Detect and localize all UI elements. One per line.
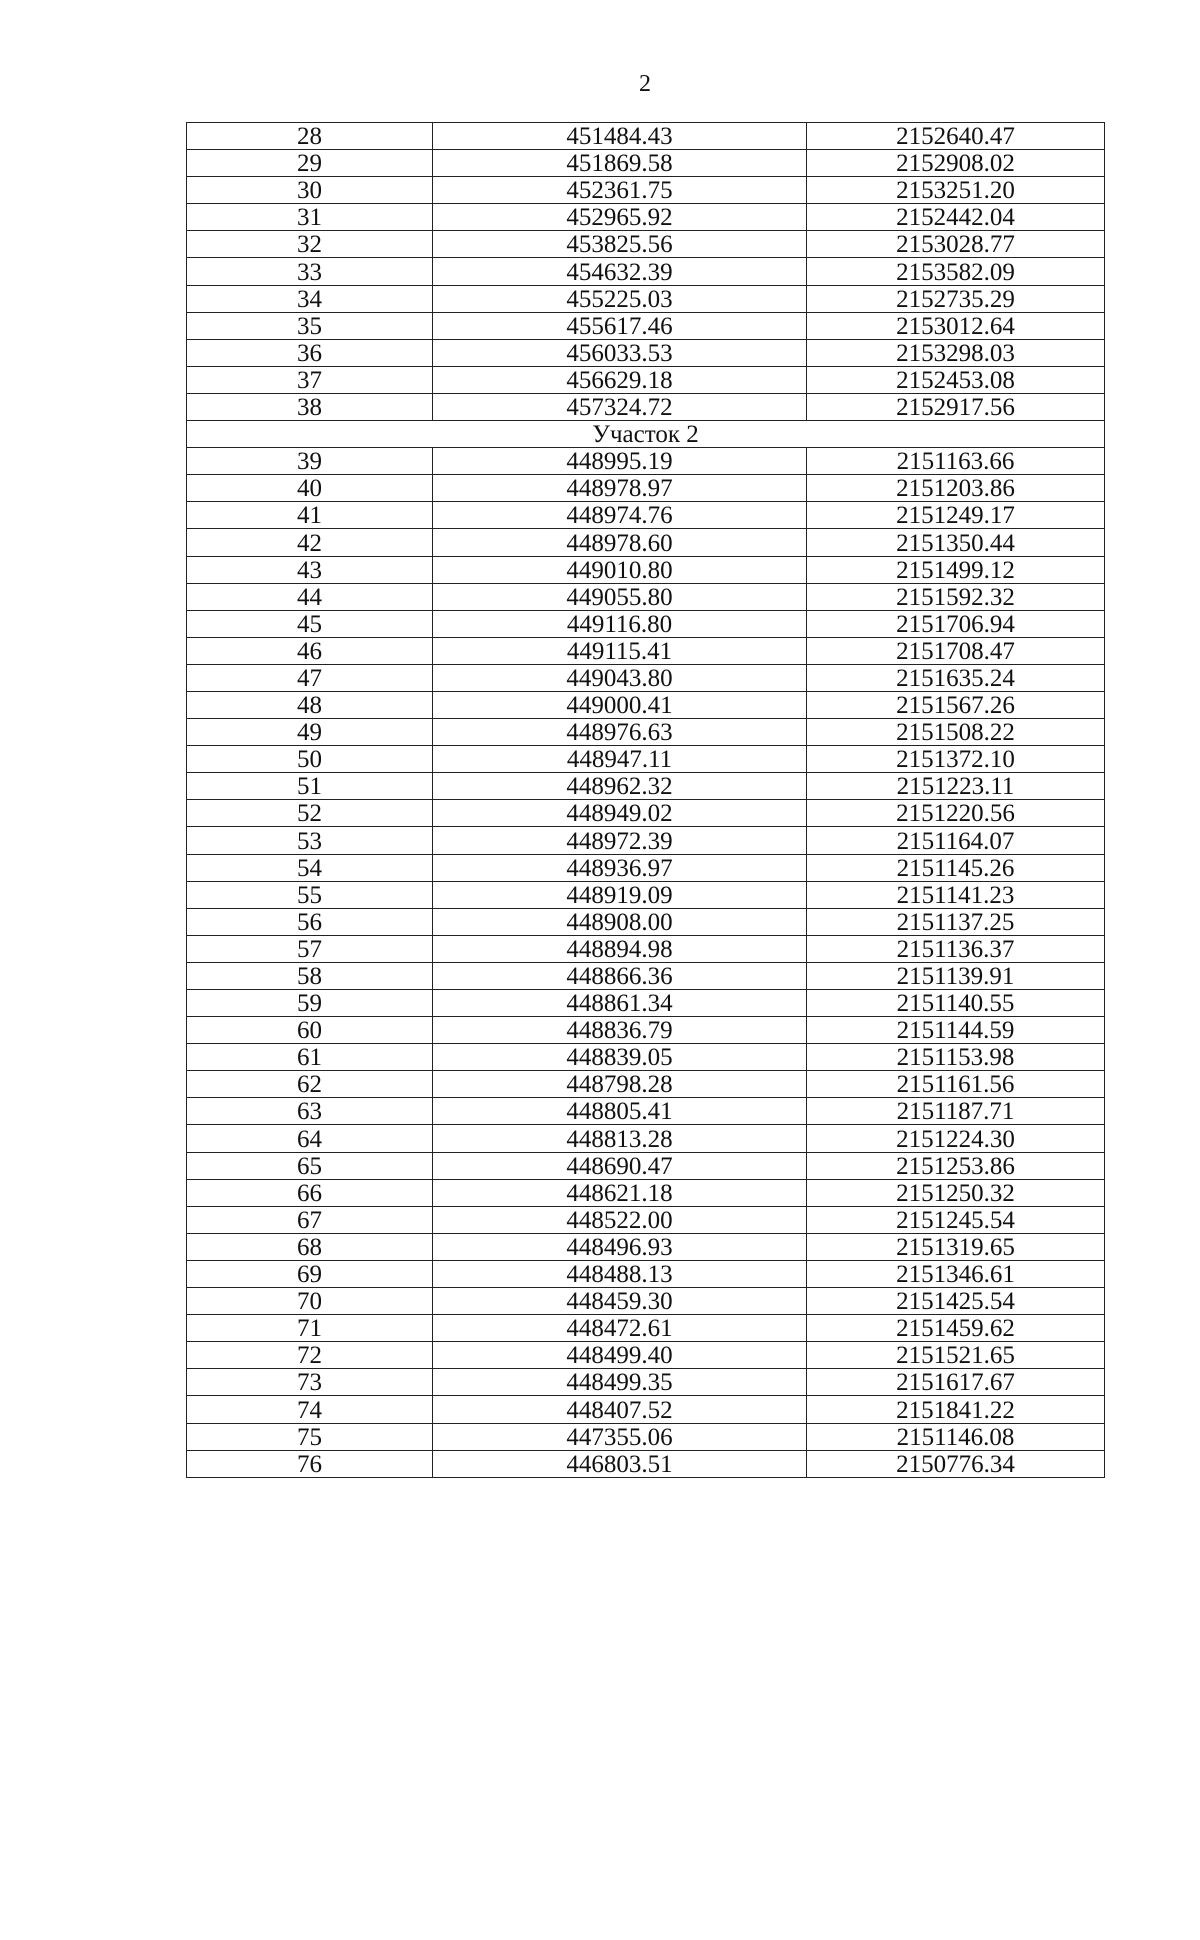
coordinates-table-section	[187, 421, 1105, 448]
x-coordinate-cell: 448499.35	[433, 1369, 807, 1396]
coordinates-table	[186, 122, 1105, 1478]
y-coordinate-cell: 2151425.54	[807, 1288, 1105, 1315]
point-number-cell: 52	[187, 800, 433, 827]
point-number-cell: 69	[187, 1260, 433, 1287]
point-number-cell: 66	[187, 1179, 433, 1206]
point-number-cell: 46	[187, 637, 433, 664]
y-coordinate-cell: 2151161.56	[807, 1071, 1105, 1098]
y-coordinate-cell: 2152640.47	[807, 123, 1105, 150]
point-number-cell: 70	[187, 1288, 433, 1315]
table-row	[187, 556, 1105, 583]
table-row	[187, 800, 1105, 827]
point-number-cell: 62	[187, 1071, 433, 1098]
x-coordinate-cell: 448947.11	[433, 746, 807, 773]
table-row	[187, 1450, 1105, 1477]
y-coordinate-cell: 2151635.24	[807, 664, 1105, 691]
table-row	[187, 1098, 1105, 1125]
x-coordinate-cell: 449043.80	[433, 664, 807, 691]
x-coordinate-cell: 448978.97	[433, 475, 807, 502]
x-coordinate-cell: 448962.32	[433, 773, 807, 800]
point-number-cell: 45	[187, 610, 433, 637]
point-number-cell: 51	[187, 773, 433, 800]
table-row	[187, 502, 1105, 529]
x-coordinate-cell: 448936.97	[433, 854, 807, 881]
x-coordinate-cell: 448861.34	[433, 990, 807, 1017]
table-row	[187, 1152, 1105, 1179]
table-row	[187, 610, 1105, 637]
table-row	[187, 1044, 1105, 1071]
y-coordinate-cell: 2152735.29	[807, 285, 1105, 312]
point-number-cell: 47	[187, 664, 433, 691]
x-coordinate-cell: 455617.46	[433, 312, 807, 339]
x-coordinate-cell: 451484.43	[433, 123, 807, 150]
x-coordinate-cell: 448919.09	[433, 881, 807, 908]
point-number-cell: 44	[187, 583, 433, 610]
y-coordinate-cell: 2152917.56	[807, 393, 1105, 420]
table-row	[187, 854, 1105, 881]
x-coordinate-cell: 449116.80	[433, 610, 807, 637]
y-coordinate-cell: 2152442.04	[807, 204, 1105, 231]
y-coordinate-cell: 2151141.23	[807, 881, 1105, 908]
x-coordinate-cell: 448621.18	[433, 1179, 807, 1206]
point-number-cell: 73	[187, 1369, 433, 1396]
point-number-cell: 36	[187, 339, 433, 366]
table-row	[187, 1071, 1105, 1098]
x-coordinate-cell: 449115.41	[433, 637, 807, 664]
y-coordinate-cell: 2151145.26	[807, 854, 1105, 881]
y-coordinate-cell: 2153251.20	[807, 177, 1105, 204]
point-number-cell: 28	[187, 123, 433, 150]
table-row	[187, 637, 1105, 664]
x-coordinate-cell: 448798.28	[433, 1071, 807, 1098]
x-coordinate-cell: 456033.53	[433, 339, 807, 366]
point-number-cell: 64	[187, 1125, 433, 1152]
table-row	[187, 719, 1105, 746]
y-coordinate-cell: 2153012.64	[807, 312, 1105, 339]
point-number-cell: 61	[187, 1044, 433, 1071]
table-row	[187, 231, 1105, 258]
point-number-cell: 50	[187, 746, 433, 773]
point-number-cell: 34	[187, 285, 433, 312]
table-row	[187, 1233, 1105, 1260]
x-coordinate-cell: 448995.19	[433, 448, 807, 475]
x-coordinate-cell: 455225.03	[433, 285, 807, 312]
y-coordinate-cell: 2151187.71	[807, 1098, 1105, 1125]
point-number-cell: 53	[187, 827, 433, 854]
y-coordinate-cell: 2151708.47	[807, 637, 1105, 664]
y-coordinate-cell: 2151617.67	[807, 1369, 1105, 1396]
y-coordinate-cell: 2151499.12	[807, 556, 1105, 583]
point-number-cell: 49	[187, 719, 433, 746]
table-row	[187, 285, 1105, 312]
x-coordinate-cell: 452965.92	[433, 204, 807, 231]
point-number-cell: 55	[187, 881, 433, 908]
point-number-cell: 59	[187, 990, 433, 1017]
y-coordinate-cell: 2151372.10	[807, 746, 1105, 773]
y-coordinate-cell: 2151164.07	[807, 827, 1105, 854]
x-coordinate-cell: 457324.72	[433, 393, 807, 420]
y-coordinate-cell: 2151139.91	[807, 962, 1105, 989]
point-number-cell: 68	[187, 1233, 433, 1260]
table-row	[187, 827, 1105, 854]
table-row	[187, 258, 1105, 285]
point-number-cell: 48	[187, 691, 433, 718]
table-row	[187, 366, 1105, 393]
y-coordinate-cell: 2151136.37	[807, 935, 1105, 962]
point-number-cell: 67	[187, 1206, 433, 1233]
y-coordinate-cell: 2151220.56	[807, 800, 1105, 827]
x-coordinate-cell: 448496.93	[433, 1233, 807, 1260]
x-coordinate-cell: 448978.60	[433, 529, 807, 556]
point-number-cell: 33	[187, 258, 433, 285]
table-row	[187, 881, 1105, 908]
y-coordinate-cell: 2151245.54	[807, 1206, 1105, 1233]
y-coordinate-cell: 2153582.09	[807, 258, 1105, 285]
y-coordinate-cell: 2151253.86	[807, 1152, 1105, 1179]
table-row	[187, 962, 1105, 989]
table-row	[187, 448, 1105, 475]
x-coordinate-cell: 449010.80	[433, 556, 807, 583]
y-coordinate-cell: 2152453.08	[807, 366, 1105, 393]
y-coordinate-cell: 2151203.86	[807, 475, 1105, 502]
y-coordinate-cell: 2151346.61	[807, 1260, 1105, 1287]
y-coordinate-cell: 2151250.32	[807, 1179, 1105, 1206]
y-coordinate-cell: 2151144.59	[807, 1017, 1105, 1044]
x-coordinate-cell: 448499.40	[433, 1342, 807, 1369]
x-coordinate-cell: 448690.47	[433, 1152, 807, 1179]
y-coordinate-cell: 2151153.98	[807, 1044, 1105, 1071]
y-coordinate-cell: 2151223.11	[807, 773, 1105, 800]
point-number-cell: 30	[187, 177, 433, 204]
table-row	[187, 312, 1105, 339]
x-coordinate-cell: 451869.58	[433, 150, 807, 177]
table-row	[187, 1342, 1105, 1369]
point-number-cell: 63	[187, 1098, 433, 1125]
x-coordinate-cell: 446803.51	[433, 1450, 807, 1477]
point-number-cell: 43	[187, 556, 433, 583]
y-coordinate-cell: 2151521.65	[807, 1342, 1105, 1369]
x-coordinate-cell: 448866.36	[433, 962, 807, 989]
x-coordinate-cell: 448976.63	[433, 719, 807, 746]
x-coordinate-cell: 448908.00	[433, 908, 807, 935]
point-number-cell: 56	[187, 908, 433, 935]
table-row	[187, 1423, 1105, 1450]
y-coordinate-cell: 2151319.65	[807, 1233, 1105, 1260]
x-coordinate-cell: 448949.02	[433, 800, 807, 827]
table-row	[187, 583, 1105, 610]
table-row	[187, 123, 1105, 150]
y-coordinate-cell: 2153298.03	[807, 339, 1105, 366]
table-row	[187, 746, 1105, 773]
table-row	[187, 1179, 1105, 1206]
table-row	[187, 1125, 1105, 1152]
x-coordinate-cell: 448972.39	[433, 827, 807, 854]
y-coordinate-cell: 2151706.94	[807, 610, 1105, 637]
table-row	[187, 393, 1105, 420]
point-number-cell: 75	[187, 1423, 433, 1450]
y-coordinate-cell: 2151841.22	[807, 1396, 1105, 1423]
table-row	[187, 935, 1105, 962]
y-coordinate-cell: 2151249.17	[807, 502, 1105, 529]
x-coordinate-cell: 448894.98	[433, 935, 807, 962]
page-number: 2	[639, 71, 651, 97]
point-number-cell: 29	[187, 150, 433, 177]
table-row	[187, 773, 1105, 800]
point-number-cell: 76	[187, 1450, 433, 1477]
x-coordinate-cell: 447355.06	[433, 1423, 807, 1450]
point-number-cell: 65	[187, 1152, 433, 1179]
table-row	[187, 1315, 1105, 1342]
point-number-cell: 31	[187, 204, 433, 231]
x-coordinate-cell: 449000.41	[433, 691, 807, 718]
table-row	[187, 691, 1105, 718]
point-number-cell: 71	[187, 1315, 433, 1342]
x-coordinate-cell: 448839.05	[433, 1044, 807, 1071]
x-coordinate-cell: 448488.13	[433, 1260, 807, 1287]
y-coordinate-cell: 2151137.25	[807, 908, 1105, 935]
table-row	[187, 529, 1105, 556]
x-coordinate-cell: 448459.30	[433, 1288, 807, 1315]
table-row	[187, 990, 1105, 1017]
y-coordinate-cell: 2151140.55	[807, 990, 1105, 1017]
x-coordinate-cell: 448407.52	[433, 1396, 807, 1423]
point-number-cell: 74	[187, 1396, 433, 1423]
y-coordinate-cell: 2152908.02	[807, 150, 1105, 177]
x-coordinate-cell: 449055.80	[433, 583, 807, 610]
y-coordinate-cell: 2151567.26	[807, 691, 1105, 718]
y-coordinate-cell: 2151224.30	[807, 1125, 1105, 1152]
x-coordinate-cell: 448522.00	[433, 1206, 807, 1233]
point-number-cell: 39	[187, 448, 433, 475]
x-coordinate-cell: 454632.39	[433, 258, 807, 285]
point-number-cell: 72	[187, 1342, 433, 1369]
table-row	[187, 1206, 1105, 1233]
y-coordinate-cell: 2150776.34	[807, 1450, 1105, 1477]
point-number-cell: 57	[187, 935, 433, 962]
point-number-cell: 32	[187, 231, 433, 258]
x-coordinate-cell: 453825.56	[433, 231, 807, 258]
point-number-cell: 41	[187, 502, 433, 529]
point-number-cell: 35	[187, 312, 433, 339]
point-number-cell: 60	[187, 1017, 433, 1044]
point-number-cell: 42	[187, 529, 433, 556]
table-row	[187, 1369, 1105, 1396]
table-row	[187, 177, 1105, 204]
y-coordinate-cell: 2151592.32	[807, 583, 1105, 610]
table-row	[187, 339, 1105, 366]
point-number-cell: 58	[187, 962, 433, 989]
x-coordinate-cell: 448805.41	[433, 1098, 807, 1125]
table-row	[187, 1260, 1105, 1287]
section-title: Участок 2	[187, 421, 1105, 448]
table-row	[187, 908, 1105, 935]
y-coordinate-cell: 2153028.77	[807, 231, 1105, 258]
table-row	[187, 1396, 1105, 1423]
coordinates-table-part2	[187, 448, 1105, 1478]
table-row	[187, 1017, 1105, 1044]
table-row	[187, 150, 1105, 177]
x-coordinate-cell: 448472.61	[433, 1315, 807, 1342]
point-number-cell: 38	[187, 393, 433, 420]
x-coordinate-cell: 452361.75	[433, 177, 807, 204]
table-row	[187, 664, 1105, 691]
y-coordinate-cell: 2151350.44	[807, 529, 1105, 556]
x-coordinate-cell: 448974.76	[433, 502, 807, 529]
table-row	[187, 204, 1105, 231]
point-number-cell: 40	[187, 475, 433, 502]
y-coordinate-cell: 2151163.66	[807, 448, 1105, 475]
point-number-cell: 37	[187, 366, 433, 393]
section-header-row	[187, 421, 1105, 448]
y-coordinate-cell: 2151146.08	[807, 1423, 1105, 1450]
x-coordinate-cell: 448813.28	[433, 1125, 807, 1152]
x-coordinate-cell: 456629.18	[433, 366, 807, 393]
y-coordinate-cell: 2151459.62	[807, 1315, 1105, 1342]
table-row	[187, 1288, 1105, 1315]
point-number-cell: 54	[187, 854, 433, 881]
coordinates-table-part1	[187, 123, 1105, 421]
x-coordinate-cell: 448836.79	[433, 1017, 807, 1044]
y-coordinate-cell: 2151508.22	[807, 719, 1105, 746]
table-row	[187, 475, 1105, 502]
